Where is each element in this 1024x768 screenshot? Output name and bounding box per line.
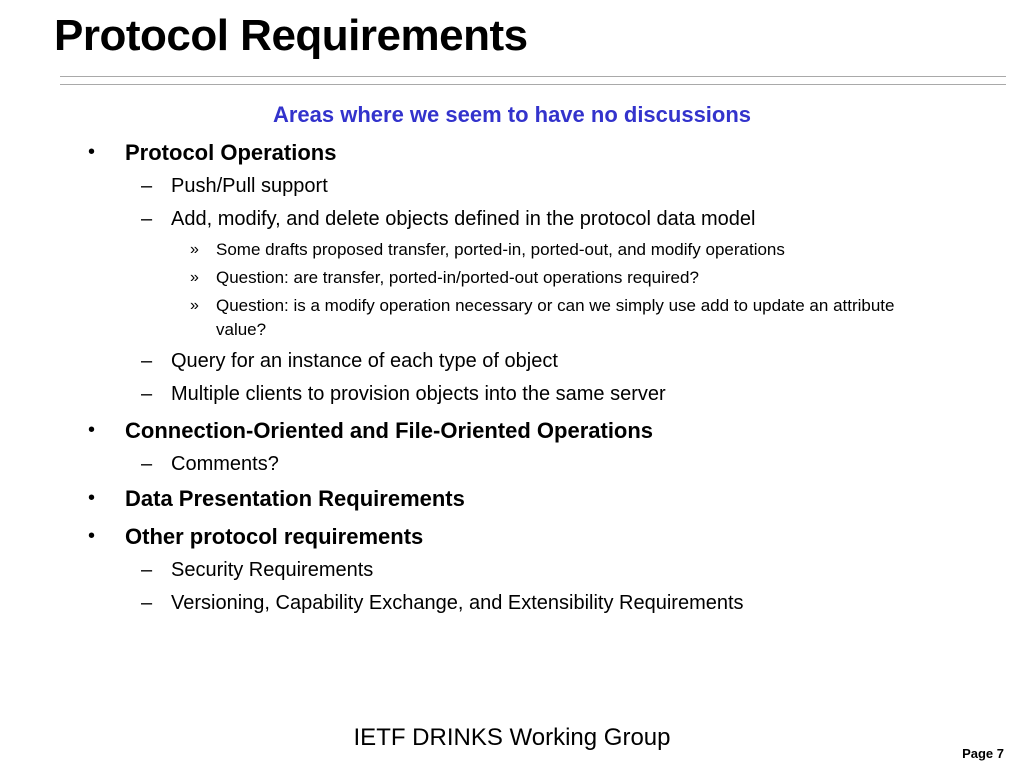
slide-title: Protocol Requirements <box>54 11 528 60</box>
title-divider-top <box>60 76 1006 77</box>
bullet-marker: • <box>88 141 96 163</box>
bullet-marker: • <box>88 487 96 509</box>
slide-subtitle: Areas where we seem to have no discussions <box>272 102 752 127</box>
sub-item: Query for an instance of each type of object <box>171 350 558 372</box>
page-number: Page 7 <box>962 746 1004 761</box>
dash-marker: – <box>141 350 153 372</box>
sub-item: Security Requirements <box>171 559 374 581</box>
dash-marker: – <box>141 175 153 197</box>
dash-marker: – <box>141 208 153 230</box>
dash-marker: – <box>141 592 153 614</box>
bullet-other-requirements: Other protocol requirements <box>125 524 424 549</box>
sub-item: Comments? <box>171 453 279 475</box>
sub-sub-item: Question: is a modify operation necessary or can we simply use add to update an attribute value? <box>216 296 895 339</box>
dash-marker: – <box>141 383 153 405</box>
bullet-marker: • <box>88 525 96 547</box>
bullet-data-presentation: Data Presentation Requirements <box>125 486 465 511</box>
sub-item: Add, modify, and delete objects defined in the protocol data model <box>171 208 756 230</box>
sub-sub-marker: » <box>190 269 199 286</box>
bullet-protocol-operations: Protocol Operations <box>125 140 337 165</box>
sub-sub-item: Question: are transfer, ported-in/ported-out operations required? <box>216 268 699 287</box>
dash-marker: – <box>141 453 153 475</box>
bullet-marker: • <box>88 419 96 441</box>
sub-sub-item: Some drafts proposed transfer, ported-in, ported-out, and modify operations <box>216 240 785 259</box>
footer-text: IETF DRINKS Working Group <box>353 724 671 751</box>
sub-sub-marker: » <box>190 297 199 314</box>
sub-sub-marker: » <box>190 241 199 258</box>
sub-item: Push/Pull support <box>171 175 328 197</box>
bullet-connection-file-operations: Connection-Oriented and File-Oriented Operations <box>125 418 654 443</box>
sub-item: Versioning, Capability Exchange, and Extensibility Requirements <box>171 592 744 614</box>
sub-item: Multiple clients to provision objects into the same server <box>171 383 666 405</box>
dash-marker: – <box>141 559 153 581</box>
title-divider-bottom <box>60 84 1006 85</box>
